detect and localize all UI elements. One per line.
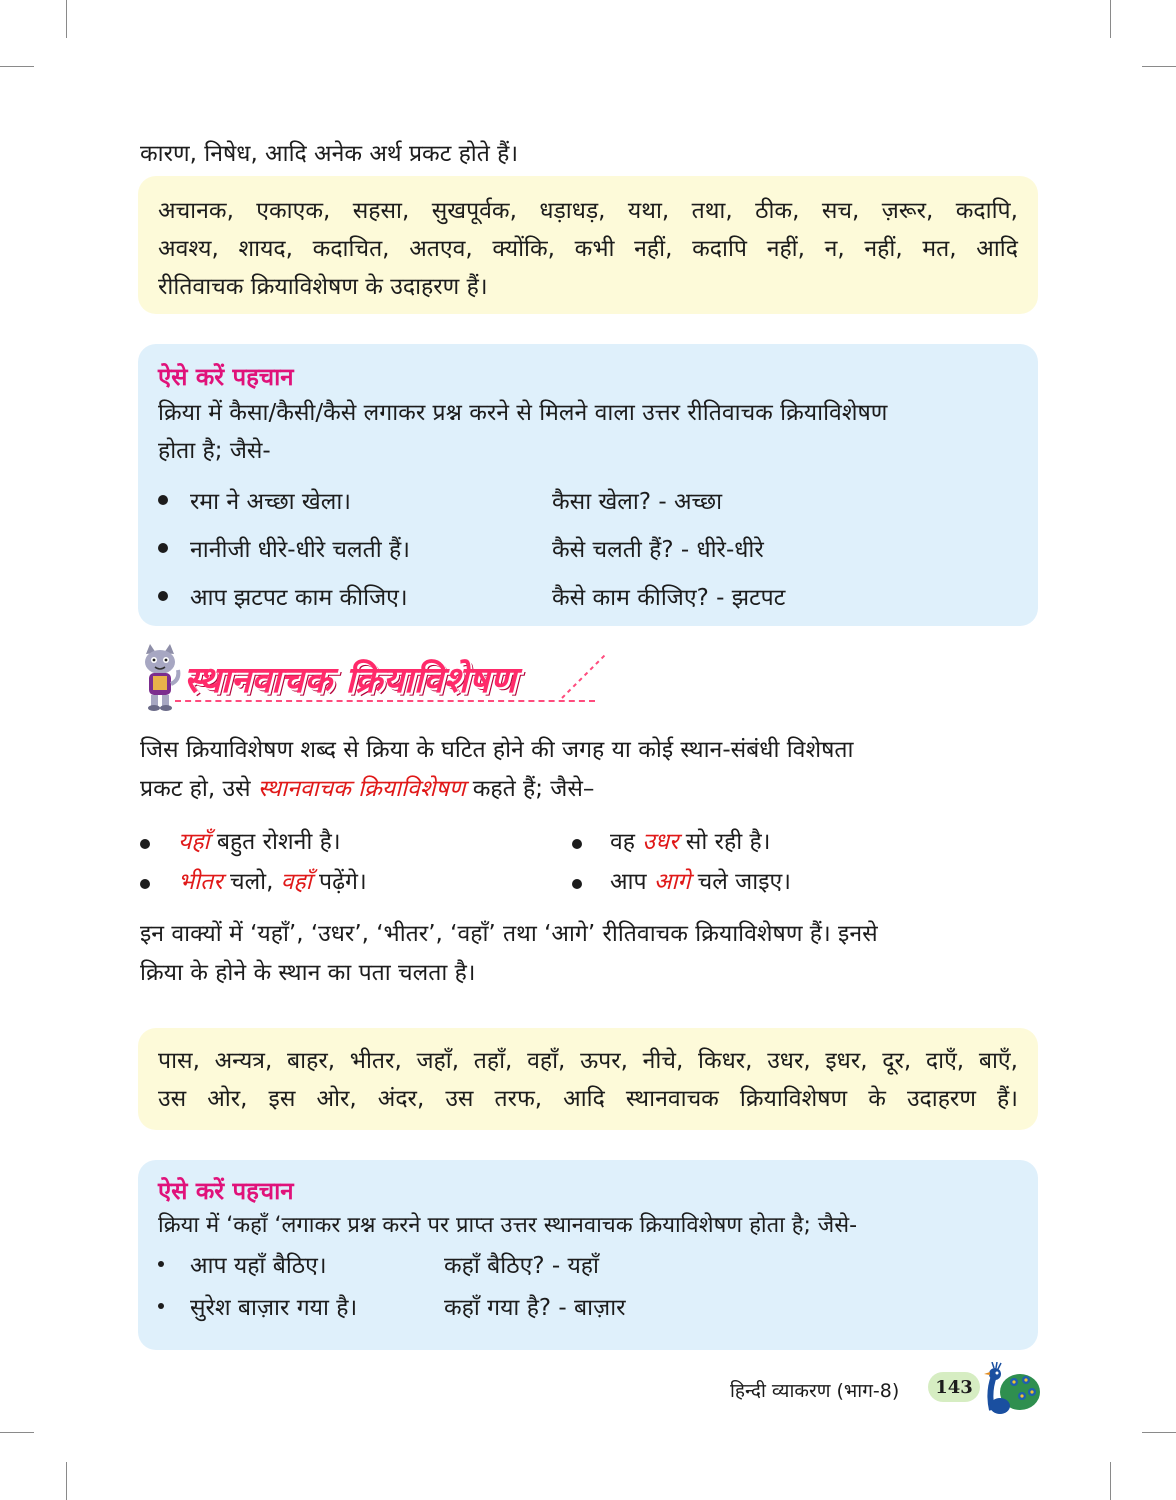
- crop-mark: [1142, 1432, 1176, 1433]
- example-item: यहाँ बहुत रोशनी है।: [140, 826, 341, 858]
- box-title: ऐसे करें पहचान: [158, 363, 294, 391]
- box3-line1: पास, अन्यत्र, बाहर, भीतर, जहाँ, तहाँ, वहाँ, ऊपर, नीचे, किधर, उधर, इधर, दूर, दाएँ, बाएँ,: [158, 1048, 1018, 1074]
- box1-line2: अवश्य, शायद, कदाचित, अतएव, क्योंकि, कभी नहीं, कदापि नहीं, न, नहीं, मत, आदि: [158, 236, 1018, 262]
- page-number: 143: [928, 1372, 980, 1402]
- bullet-icon: [140, 879, 150, 889]
- box1-line3: रीतिवाचक क्रियाविशेषण के उदाहरण हैं।: [158, 274, 488, 300]
- identify-box-manner: [138, 344, 1038, 626]
- book-title: हिन्दी व्याकरण (भाग-8): [730, 1380, 900, 1402]
- box1-line1: अचानक, एकाएक, सहसा, सुखपूर्वक, धड़ाधड़, यथा, तथा, ठीक, सच, ज़रूर, कदापि,: [158, 198, 1018, 224]
- highlight-term: स्थानवाचक क्रियाविशेषण: [257, 776, 466, 802]
- explanation-line2: क्रिया के होने के स्थान का पता चलता है।: [140, 960, 476, 986]
- crop-mark: [66, 1462, 67, 1500]
- example-row: सुरेश बाज़ार गया है। कहाँ गया है? - बाज़ार: [158, 1284, 1018, 1328]
- example-item: आप आगे चले जाइए।: [572, 866, 791, 898]
- bullet-icon: [572, 879, 582, 889]
- definition-line2: प्रकट हो, उसे स्थानवाचक क्रियाविशेषण कहते हैं; जैसे–: [140, 776, 595, 802]
- box4-text: क्रिया में ‘कहाँ ‘लगाकर प्रश्न करने पर प्राप्त उत्तर स्थानवाचक क्रियाविशेषण होता है; जैसे-: [158, 1213, 858, 1238]
- example-row: नानीजी धीरे-धीरे चलती हैं। कैसे चलती हैं? - धीरे-धीरे: [158, 524, 1018, 572]
- example-box-manner: [138, 176, 1038, 314]
- crop-mark: [0, 1432, 34, 1433]
- box-title: ऐसे करें पहचान: [158, 1177, 294, 1205]
- box2-text-line2: होता है; जैसे-: [158, 438, 271, 464]
- box3-line2: उस ओर, इस ओर, अंदर, उस तरफ, आदि स्थानवाचक क्रियाविशेषण के उदाहरण हैं।: [158, 1086, 1018, 1112]
- bullet-icon: [158, 1303, 164, 1309]
- crop-mark: [1142, 66, 1176, 67]
- crop-mark: [1110, 0, 1111, 38]
- box2-text-line1: क्रिया में कैसा/कैसी/कैसे लगाकर प्रश्न करने से मिलने वाला उत्तर रीतिवाचक क्रियाविशेषण: [158, 400, 888, 426]
- bullet-icon: [140, 839, 150, 849]
- crop-mark: [1110, 1462, 1111, 1500]
- bullet-icon: [158, 543, 168, 553]
- crop-mark: [66, 0, 67, 38]
- section-heading: स्थानवाचक क्रियाविशेषण: [184, 660, 517, 701]
- example-row: आप झटपट काम कीजिए। कैसे काम कीजिए? - झटपट: [158, 572, 1018, 620]
- peacock-icon: [978, 1362, 1042, 1418]
- heading-dash-decoration: [560, 652, 608, 700]
- definition-line1: जिस क्रियाविशेषण शब्द से क्रिया के घटित होने की जगह या कोई स्थान-संबंधी विशेषता: [140, 737, 854, 763]
- example-row: आप यहाँ बैठिए। कहाँ बैठिए? - यहाँ: [158, 1244, 1018, 1284]
- intro-line: कारण, निषेध, आदि अनेक अर्थ प्रकट होते हैं।: [140, 141, 519, 167]
- example-item: भीतर चलो, वहाँ पढ़ेंगे।: [140, 866, 367, 898]
- crop-mark: [0, 66, 34, 67]
- example-box-place: [138, 1028, 1038, 1130]
- heading-underline: [175, 700, 595, 704]
- bullet-icon: [572, 839, 582, 849]
- identify-box-place: [138, 1160, 1038, 1350]
- bullet-icon: [158, 495, 168, 505]
- explanation-line1: इन वाक्यों में ‘यहाँ’, ‘उधर’, ‘भीतर’, ‘वहाँ’ तथा ‘आगे’ रीतिवाचक क्रियाविशेषण हैं। इनसे: [140, 921, 878, 947]
- example-item: वह उधर सो रही है।: [572, 826, 770, 858]
- example-row: रमा ने अच्छा खेला। कैसा खेला? - अच्छा: [158, 476, 1018, 524]
- bullet-icon: [158, 591, 168, 601]
- bullet-icon: [158, 1261, 164, 1267]
